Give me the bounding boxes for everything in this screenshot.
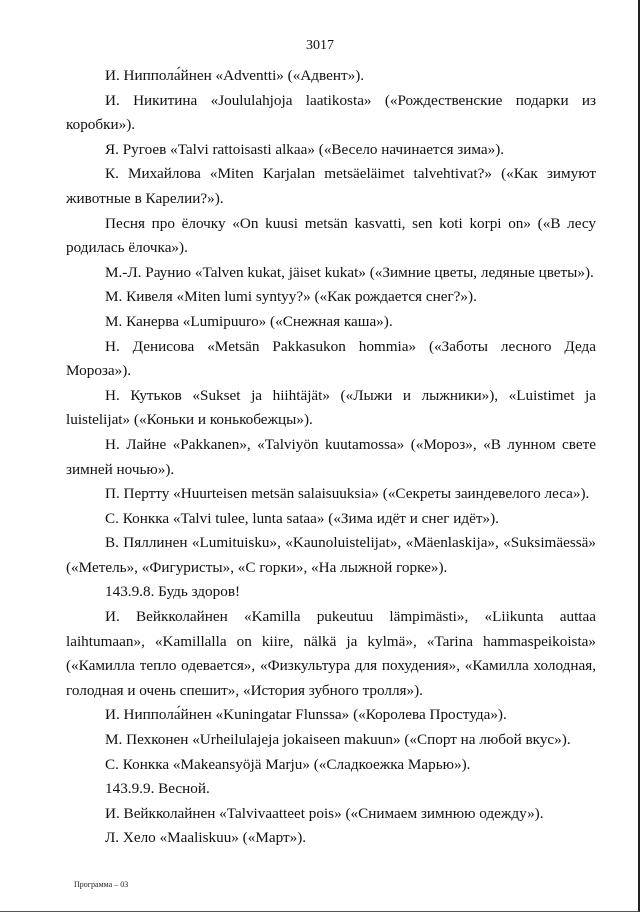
paragraph: Я. Ругоев «Talvi rattoisasti alkaa» («Весело начинается зима»). xyxy=(105,140,505,158)
page-number: 3017 xyxy=(306,38,334,53)
paragraph: М. Пехконен «Urheilulajeja jokaiseen makuun» («Спорт на любой вкус»). xyxy=(105,731,571,749)
paragraph: М. Кивеля «Miten lumi syntyy?» («Как рождается снег?»). xyxy=(105,288,477,306)
body-text xyxy=(66,64,596,851)
paragraph: Н. Денисова «Metsän Pakkasukon hommia» («Заботы лесного Деда Мороза»). xyxy=(66,337,596,380)
paragraph: И. Никитина «Joululahjoja laatikosta» («Рождественские подарки из коробки»). xyxy=(66,91,596,134)
paragraph: Н. Кутьков «Sukset ja hiihtäjät» («Лыжи и лыжники»), «Luistimet ja luistelijat» («Коньки и конькобежцы»). xyxy=(66,386,596,429)
paragraph: М. Канерва «Lumipuuro» («Снежная каша»). xyxy=(105,312,393,330)
paragraph: И. Вейкколайнен «Talvivaatteet pois» («Снимаем зимнюю одежду»). xyxy=(105,804,544,822)
paragraph: Л. Хело «Maaliskuu» («Март»). xyxy=(105,829,307,847)
paragraph: П. Пертту «Huurteisen metsän salaisuuksia» («Секреты заиндевелого леса»). xyxy=(105,485,590,503)
section-heading: 143.9.8. Будь здоров! xyxy=(105,583,241,601)
paragraph: М.-Л. Раунио «Talven kukat, jäiset kukat» («Зимние цветы, ледяные цветы»). xyxy=(105,263,594,281)
paragraph: Песня про ёлочку «On kuusi metsän kasvatti, sen koti korpi on» («В лесу родилась ёлочка»). xyxy=(66,214,596,257)
paragraph: К. Михайлова «Miten Karjalan metsäeläimet talvehtivat?» («Как зимуют животные в Карелии?»). xyxy=(66,165,596,207)
paragraph: В. Пяллинен «Lumituisku», «Kaunoluistelijat», «Mäenlaskija», «Suksimäessä» («Метель», «Фигуристы», «С горки», «На лыжной горке»). xyxy=(66,534,596,576)
paragraph: И. Вейкколайнен «Kamilla pukeutuu lämpimästi», «Liikunta auttaa laihtumaan», «Kamillalla on kiire, nälkä ja kylmä», «Tarina hammaspeikoista» («Камилла тепло одевается», «Физкультура для похудения», «Камилла холодная, голодная и очень спешит», «История зубного тролля»). xyxy=(66,608,596,699)
paragraph: И. Ниппола́йнен «Kuningatar Flunssa» («Королева Простуда»). xyxy=(105,706,507,724)
paragraph: С. Конкка «Makeansyöjä Marju» («Сладкоежка Марью»). xyxy=(105,755,471,773)
paragraph: И. Ниппола́йнен «Adventti» («Адвент»). xyxy=(105,67,365,84)
paragraph: Н. Лайне «Pakkanen», «Talviyön kuutamossa» («Мороз», «В лунном свете зимней ночью»). xyxy=(66,435,596,478)
section-heading: 143.9.9. Весной. xyxy=(105,780,210,798)
paragraph: С. Конкка «Talvi tulee, lunta sataa» («Зима идёт и снег идёт»). xyxy=(105,509,499,527)
page-footer: Программа – 03 xyxy=(74,880,129,889)
